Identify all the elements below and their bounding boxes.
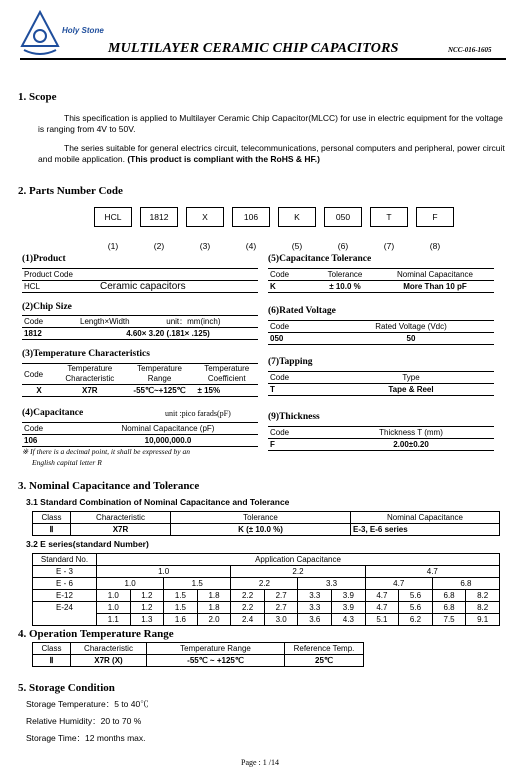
holy-stone-logo [20, 10, 60, 60]
e-cell: 7.5 [432, 614, 466, 626]
e-cell: 1.3 [130, 614, 164, 626]
op-head-range: Temperature Range [147, 643, 285, 655]
e-cell: 6.2 [399, 614, 433, 626]
e-cell: 8.2 [466, 590, 500, 602]
tap-col-code: Code [270, 373, 290, 382]
e-cell: 2.2 [231, 590, 265, 602]
e-cell: 1.2 [130, 590, 164, 602]
thickness-table [268, 426, 494, 451]
e-cell: 2.2 [231, 566, 365, 578]
product-col-code: Product Code [24, 270, 73, 279]
e-cell: 4.7 [365, 590, 399, 602]
document-code: NCC-016-1605 [448, 46, 492, 54]
scope-paragraph-1: This specification is applied to Multilayer Ceramic Chip Capacitor(MLCC) for use in electric equipment for the voltage is ranging from 4V to 50V. [38, 113, 503, 134]
e-cell: 4.7 [365, 566, 499, 578]
e-cell: 6.8 [432, 590, 466, 602]
product-heading: (1)Product [22, 254, 66, 264]
product-table [22, 268, 258, 293]
op-ref: 25℃ [285, 655, 364, 667]
op-char: X7R (X) [71, 655, 147, 667]
e-cell: 2.4 [231, 614, 265, 626]
capacitance-heading: (4)Capacitance [22, 408, 84, 418]
parts-heading: 2. Parts Number Code [18, 185, 123, 197]
op-head-class: Class [33, 643, 71, 655]
temp-char: X7R [82, 386, 98, 395]
temp-col-coef-a: Temperature [204, 364, 250, 373]
brand-name: Holy Stone [62, 26, 104, 35]
e-cell: 1.0 [97, 578, 164, 590]
product-desc: Ceramic capacitors [100, 281, 186, 292]
e-cell: 5.6 [399, 602, 433, 614]
e-cell: 1.5 [164, 590, 198, 602]
cap-tol-table [268, 268, 494, 293]
cap-value: 10,000,000.0 [144, 436, 192, 445]
e6-label: E - 6 [33, 578, 97, 590]
thk-col-code: Code [270, 428, 290, 437]
tol-nominal: More Than 10 pF [403, 282, 467, 291]
e-cell: 1.0 [97, 590, 131, 602]
temp-col-char-b: Characteristic [65, 374, 115, 383]
temp-col-coef-b: Coefficient [207, 374, 246, 383]
tapping-table [268, 371, 494, 396]
part-code-box: 1812 [140, 207, 178, 227]
tap-code: T [270, 385, 275, 394]
e-cell: 1.5 [164, 602, 198, 614]
storage-temp: Storage Temperature：5 to 40℃ [26, 699, 149, 709]
e-cell: 1.0 [97, 602, 131, 614]
rohs-note: (This product is compliant with the RoHS & HF.) [127, 154, 320, 164]
chip-size-value: 4.60× 3.20 (.181× .125) [126, 329, 210, 338]
nominal-sub2: 3.2 E series(standard Number) [26, 539, 149, 549]
cap-tol-heading: (5)Capacitance Tolerance [268, 254, 372, 264]
scope-heading: 1. Scope [18, 91, 57, 103]
tapping-heading: (7)Tapping [268, 357, 313, 367]
cap-col-code: Code [24, 424, 44, 433]
part-index: (3) [199, 241, 211, 251]
tol-col-nominal: Nominal Capacitance [396, 270, 474, 279]
capacitance-note-2: English capital letter R [32, 458, 102, 467]
e-cell: 1.5 [164, 578, 231, 590]
chip-col-lw: Length×Width [80, 317, 130, 326]
rv-col-code: Code [270, 322, 290, 331]
chip-code: 1812 [24, 329, 42, 338]
tol-code: K [270, 282, 276, 291]
storage-heading: 5. Storage Condition [18, 682, 115, 694]
e-cell: 1.0 [97, 566, 231, 578]
part-index: (4) [245, 241, 257, 251]
part-index: (2) [153, 241, 165, 251]
e3-label: E - 3 [33, 566, 97, 578]
e-cell: 8.2 [466, 602, 500, 614]
chip-size-heading: (2)Chip Size [22, 302, 72, 312]
part-code-box: HCL [94, 207, 132, 227]
e-cell: 1.6 [164, 614, 198, 626]
page-number: Page : 1 /14 [241, 758, 279, 767]
capacitance-unit: unit :pico farads(pF) [165, 409, 231, 418]
t1-tol: K (± 10.0 %) [171, 524, 351, 536]
op-class: Ⅱ [33, 655, 71, 667]
e-cell: 3.6 [298, 614, 332, 626]
rv-code: 050 [270, 334, 284, 343]
e12-label: E-12 [33, 590, 97, 602]
e-cell: 2.7 [264, 590, 298, 602]
tol-col-code: Code [270, 270, 290, 279]
e-cell: 5.6 [399, 590, 433, 602]
op-head-ref: Reference Temp. [285, 643, 364, 655]
scope-paragraph-2-text: The series suitable for general electrics circuit, telecommunications, personal computers and peripheral, power circuit and mobile application. [38, 143, 505, 164]
e-cell: 4.7 [365, 578, 432, 590]
e-cell: 1.1 [97, 614, 131, 626]
thickness-heading: (9)Thickness [268, 412, 320, 422]
temp-col-range-a: Temperature [137, 364, 182, 373]
e-cell: 6.8 [432, 602, 466, 614]
rv-col-voltage: Rated Voltage (Vdc) [375, 322, 447, 331]
e-cell: 5.1 [365, 614, 399, 626]
temp-char-heading: (3)Temperature Characteristics [22, 349, 150, 359]
std-combination-table [32, 511, 500, 536]
e-cell: 2.0 [197, 614, 231, 626]
tol-value: ± 10.0 % [329, 282, 361, 291]
part-code-box: 050 [324, 207, 362, 227]
e-cell: 3.0 [264, 614, 298, 626]
rated-voltage-table [268, 320, 494, 345]
e-cell: 9.1 [466, 614, 500, 626]
cap-code: 106 [24, 436, 38, 445]
e-cell: 2.2 [231, 578, 298, 590]
product-code: HCL [24, 282, 41, 291]
e-cell: 2.2 [231, 602, 265, 614]
thk-code: F [270, 440, 275, 449]
tol-col-tol: Tolerance [327, 270, 363, 279]
e-cell: 3.9 [332, 602, 366, 614]
chip-size-table [22, 315, 258, 340]
e-cell: 3.3 [298, 578, 365, 590]
part-code-box: 106 [232, 207, 270, 227]
e-cell: 1.8 [197, 590, 231, 602]
op-temp-heading: 4. Operation Temperature Range [18, 628, 174, 640]
temp-range: -55℃~+125℃ [133, 386, 186, 395]
tap-value: Tape & Reel [388, 385, 434, 394]
rated-voltage-heading: (6)Rated Voltage [268, 306, 336, 316]
e-cell: 6.8 [432, 578, 499, 590]
t1-nominal: E-3, E-6 series [351, 524, 500, 536]
e-cell: 3.3 [298, 590, 332, 602]
e-head-app: Application Capacitance [97, 554, 500, 566]
header-divider [20, 58, 506, 60]
e24-label: E-24 [33, 602, 97, 626]
e-cell: 4.7 [365, 602, 399, 614]
temp-code: X [36, 386, 42, 395]
part-index: (8) [429, 241, 441, 251]
t1-head-class: Class [33, 512, 71, 524]
rv-value: 50 [406, 334, 416, 343]
part-code-box: K [278, 207, 316, 227]
cap-col-nominal: Nominal Capacitance (pF) [121, 424, 215, 433]
e-cell: 3.9 [332, 590, 366, 602]
capacitance-table [22, 422, 258, 447]
t1-head-nominal: Nominal Capacitance [351, 512, 500, 524]
tap-col-type: Type [402, 373, 420, 382]
temp-col-char-a: Temperature [67, 364, 113, 373]
temp-char-table [22, 363, 258, 397]
document-title: MULTILAYER CERAMIC CHIP CAPACITORS [108, 41, 399, 56]
t1-head-char: Characteristic [71, 512, 171, 524]
temp-coef: ± 15% [197, 386, 221, 395]
scope-paragraph-2 [38, 143, 508, 165]
e-head-std: Standard No. [33, 554, 97, 566]
part-index: (7) [383, 241, 395, 251]
capacitance-note-1: ※ If there is a decimal point, it shall be expressed by an [22, 447, 190, 456]
chip-col-code: Code [24, 317, 44, 326]
e-cell: 1.8 [197, 602, 231, 614]
op-range: -55℃ ~ +125℃ [147, 655, 285, 667]
part-code-box: T [370, 207, 408, 227]
thk-value: 2.00±0.20 [393, 440, 429, 449]
e-series-table [32, 553, 500, 626]
part-code-box: X [186, 207, 224, 227]
thk-col-value: Thickness T (mm) [379, 428, 443, 437]
e-cell: 1.2 [130, 602, 164, 614]
e-cell: 2.7 [264, 602, 298, 614]
part-index: (6) [337, 241, 349, 251]
op-temp-table [32, 642, 364, 667]
t1-class: Ⅱ [33, 524, 71, 536]
t1-head-tol: Tolerance [171, 512, 351, 524]
temp-col-range-b: Range [147, 374, 172, 383]
chip-col-unit: unit：mm(inch) [166, 317, 221, 326]
e-cell: 4.3 [332, 614, 366, 626]
temp-col-code: Code [24, 369, 44, 379]
part-code-box: F [416, 207, 454, 227]
nominal-sub1: 3.1 Standard Combination of Nominal Capacitance and Tolerance [26, 497, 290, 507]
storage-time: Storage Time：12 months max. [26, 733, 146, 743]
part-index: (5) [291, 241, 303, 251]
part-index: (1) [107, 241, 119, 251]
e-cell: 3.3 [298, 602, 332, 614]
op-head-char: Characteristic [71, 643, 147, 655]
storage-humidity: Relative Humidity：20 to 70 % [26, 716, 142, 726]
nominal-heading: 3. Nominal Capacitance and Tolerance [18, 480, 200, 492]
t1-char: X7R [71, 524, 171, 536]
